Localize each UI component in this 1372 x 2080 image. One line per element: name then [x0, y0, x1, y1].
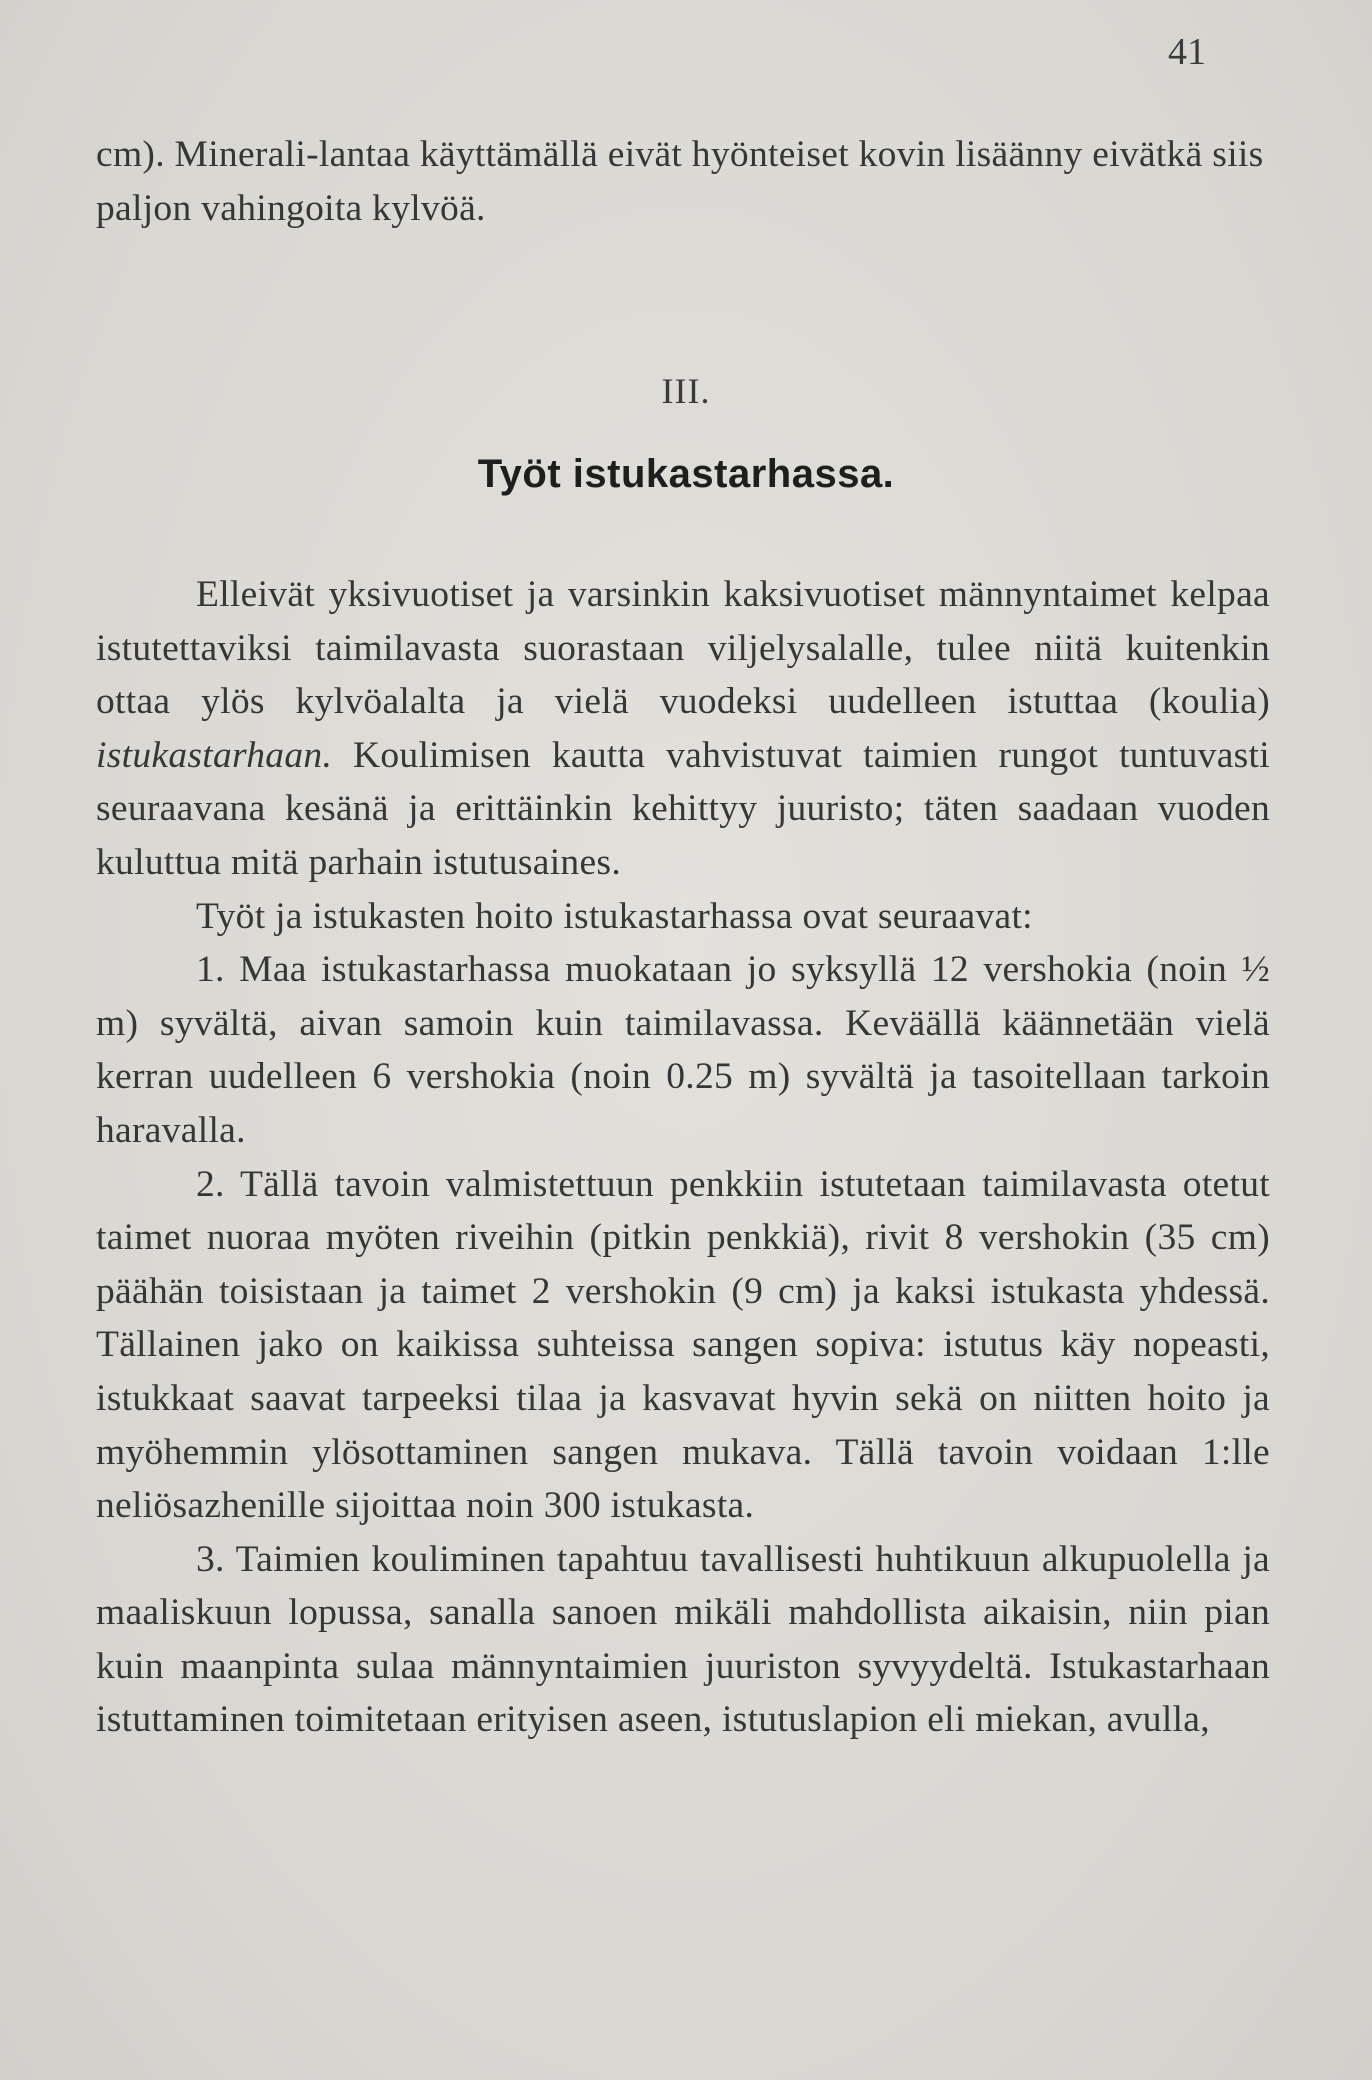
- continued-paragraph: cm). Minerali-lantaa käyttämällä eivät hyönteiset kovin lisäänny eivätkä siis paljon vahingoita kylvöä.: [96, 134, 1264, 229]
- main-text-block: [96, 568, 1270, 1747]
- list-intro: Työt ja istukasten hoito istukastarhassa ovat seuraavat:: [196, 895, 1033, 937]
- intro-text-after: Koulimisen kautta vahvistuvat taimien rungot tuntuvasti seuraavana kesänä ja erittäinkin kehittyy juuristo; täten saadaan vuoden kuluttua mitä parhain istutusaines.: [96, 734, 1270, 883]
- section-numeral: III.: [661, 371, 711, 411]
- intro-text-before: Elleivät yksivuotiset ja varsinkin kaksivuotiset männyntaimet kelpaa istutettaviksi taimilavasta suorastaan viljelysalalle, tulee niitä kuitenkin ottaa ylös kylvöalalta ja vielä vuodeksi uudelleen istuttaa (koulia): [96, 574, 1270, 723]
- intro-emphasis: istukastarhaan.: [96, 734, 333, 776]
- page-number: 41: [1168, 31, 1206, 73]
- list-item-2: 2. Tällä tavoin valmistettuun penkkiin istutetaan taimilavasta otetut taimet nuoraa myöten riveihin (pitkin penkkiä), rivit 8 vershokin (35 cm) päähän toisistaan ja taimet 2 vershokin (9 cm) ja kaksi istukasta yhdessä. Tällainen jako on kaikissa suhteissa sangen sopiva: istutus käy nopeasti, istukkaat saavat tarpeeksi tilaa ja kasvavat hyvin sekä on niitten hoito ja myöhemmin ylösottaminen sangen mukava. Tällä tavoin voidaan 1:lle neliösazhenille sijoittaa noin 300 istukasta.: [96, 1163, 1270, 1527]
- intro-paragraph: [96, 568, 1270, 890]
- list-item-1: 1. Maa istukastarhassa muokataan jo syksyllä 12 vershokia (noin ½ m) syvältä, aivan samoin kuin taimilavassa. Keväällä käännetään vielä kerran uudelleen 6 vershokia (noin 0.25 m) syvältä ja tasoitellaan tarkoin haravalla.: [96, 949, 1270, 1151]
- list-item-3: 3. Taimien kouliminen tapahtuu tavallisesti huhtikuun alkupuolella ja maaliskuun lopussa, sanalla sanoen mikäli mahdollista aikaisin, niin pian kuin maanpinta sulaa männyntaimien juuriston syvyydeltä. Istukastarhaan istuttaminen toimitetaan erityisen aseen, istutuslapion eli miekan, avulla,: [96, 1538, 1270, 1741]
- continued-text-block: [96, 128, 1270, 235]
- section-title: Työt istukastarhassa.: [477, 452, 895, 496]
